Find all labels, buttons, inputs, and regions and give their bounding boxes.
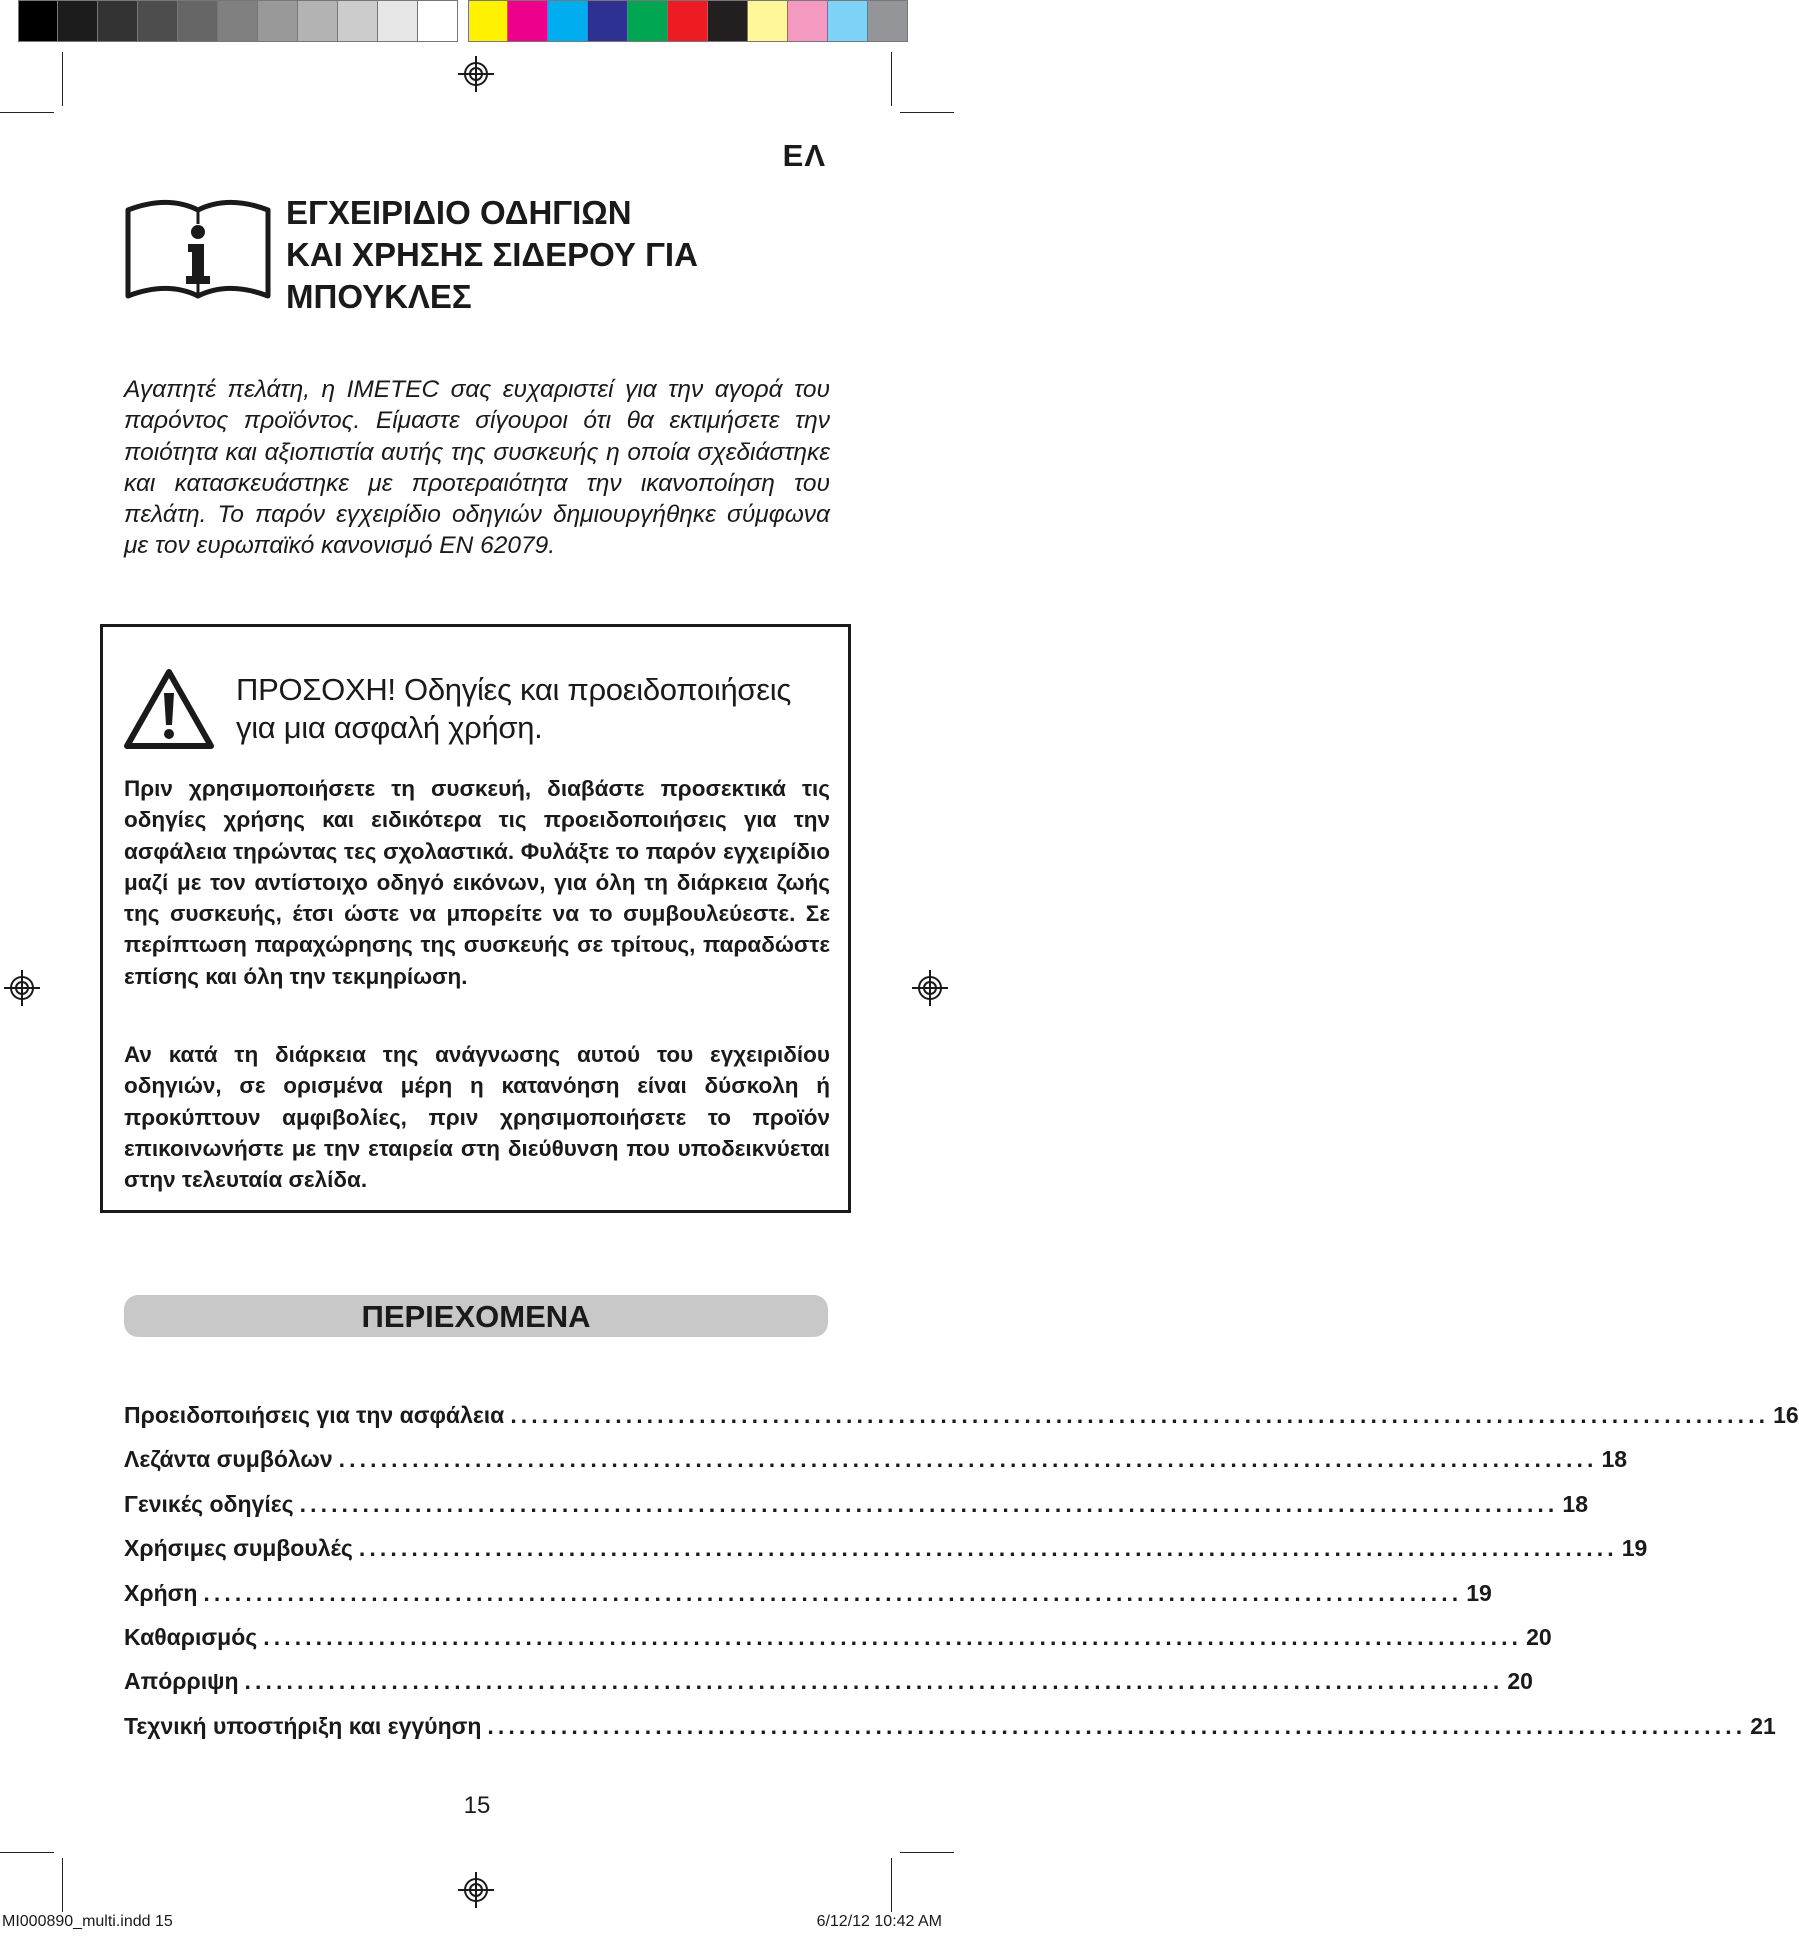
toc-row	[124, 1490, 1589, 1535]
warning-paragraph: Αν κατά τη διάρκεια της ανάγνωσης αυτού του εγχειριδίου οδηγιών, σε ορισμένα μέρη η κατανόηση είναι δύσκολη ή προκύπτουν αμφιβολίες, πριν χρησιμοποιήσετε το προϊόν επικοινωνήστε με την εταιρεία στη διεύθυνση που υποδεικνύεται στην τελευταία σελίδα.	[124, 1042, 830, 1193]
toc-page-number: 18	[1562, 1490, 1589, 1517]
registration-mark-icon	[912, 970, 948, 1006]
warning-paragraph: Πριν χρησιμοποιήσετε τη συσκευή, διαβάστε προσεκτικά τις οδηγίες χρήσης και ειδικότερα τις προειδοποιήσεις για την ασφάλεια τηρώντας τες σχολαστικά. Φυλάξτε το παρόν εγχειρίδιο μαζί με τον αντίστοιχο οδηγό εικόνων, για όλη τη διάρκεια ζωής της συσκευής, έτσι ώστε να μπορείτε να το συμβουλεύεστε. Σε περίπτωση παραχώρησης της συσκευής σε τρίτους, παραδώστε επίσης και όλη την τεκμηρίωση.	[124, 776, 830, 989]
crop-mark	[900, 112, 954, 113]
safety-warning-box	[100, 624, 851, 1213]
toc-label: Χρήση	[124, 1579, 198, 1606]
toc-page-number: 20	[1507, 1668, 1533, 1695]
warning-title	[236, 671, 836, 747]
toc-label: Γενικές οδηγίες	[124, 1490, 294, 1517]
toc-row	[124, 1712, 1776, 1757]
intro-paragraph: Αγαπητέ πελάτη, η IMETEC σας ευχαριστεί για την αγορά του παρόντος προϊόντος. Είμαστε σίγουροι ότι θα εκτιμήσετε την ποιότητα και αξιοπιστία αυτής της συσκευής η οποία σχεδιάστηκε και κατασκευάστηκε με προτεραιότητα την ικανοποίηση του πελάτη. Το παρόν εγχειρίδιο οδηγιών δημιουργήθηκε σύμφωνα με τον ευρωπαϊκό κανονισμό EN 62079.	[124, 376, 830, 560]
crop-mark	[891, 52, 892, 106]
toc-row	[124, 1535, 1648, 1579]
toc-leader-dots: ........................................................................................................................	[203, 1579, 1463, 1606]
color-swatch	[668, 0, 708, 42]
info-manual-icon	[124, 196, 272, 304]
crop-mark	[891, 1858, 892, 1912]
toc-label: Τεχνική υποστήριξη και εγγύηση	[124, 1712, 482, 1739]
color-swatch	[708, 0, 748, 42]
toc-page-number: 21	[1750, 1712, 1776, 1739]
gray-swatch	[218, 0, 258, 42]
toc-page-number: 16	[1773, 1402, 1799, 1428]
toc-row	[124, 1446, 1628, 1490]
toc-label: Χρήσιμες συμβουλές	[124, 1535, 353, 1562]
toc-page-number: 20	[1526, 1623, 1552, 1650]
crop-mark	[0, 1852, 54, 1853]
contents-heading: ΠΕΡΙΕΧΟΜΕΝΑ	[124, 1295, 828, 1337]
swatch-gap	[458, 0, 468, 42]
file-slug: MI000890_multi.indd 15	[2, 1913, 173, 1930]
color-swatch	[588, 0, 628, 42]
toc-leader-dots: ........................................................................................................................	[244, 1668, 1504, 1695]
gray-swatch	[378, 0, 418, 42]
gray-swatch	[98, 0, 138, 42]
gray-swatch	[258, 0, 298, 42]
gray-swatch	[178, 0, 218, 42]
gray-swatch	[298, 0, 338, 42]
language-code: ΕΛ	[782, 138, 826, 173]
toc-leader-dots: ........................................................................................................................	[263, 1623, 1523, 1650]
toc-leader-dots: ........................................................................................................................	[338, 1446, 1598, 1473]
page-number: 15	[463, 1792, 491, 1819]
color-swatch	[788, 0, 828, 42]
toc-row	[124, 1668, 1533, 1712]
registration-mark-icon	[4, 970, 40, 1006]
toc-leader-dots: ........................................................................................................................	[299, 1490, 1559, 1517]
toc-label: Καθαρισμός	[124, 1623, 258, 1650]
color-swatch	[468, 0, 508, 42]
crop-mark	[0, 112, 54, 113]
crop-mark	[62, 1858, 63, 1912]
toc-label: Προειδοποιήσεις για την ασφάλεια	[124, 1402, 505, 1428]
crop-mark	[900, 1852, 954, 1853]
gray-swatch	[138, 0, 178, 42]
gray-swatch	[418, 0, 458, 42]
title-line: ΕΓΧΕΙΡΙΔΙΟ ΟΔΗΓΙΩΝ	[286, 194, 632, 231]
toc-page-number: 18	[1601, 1446, 1628, 1473]
warning-triangle-icon	[123, 667, 215, 751]
toc-label: Λεζάντα συμβόλων	[124, 1446, 333, 1473]
color-swatch	[508, 0, 548, 42]
toc-row	[124, 1579, 1492, 1624]
toc-leader-dots: ........................................................................................................................	[510, 1402, 1770, 1428]
color-swatch	[628, 0, 668, 42]
registration-mark-icon	[458, 56, 494, 92]
toc-leader-dots: ........................................................................................................................	[487, 1712, 1747, 1739]
registration-mark-icon	[458, 1872, 494, 1908]
gray-swatch	[58, 0, 98, 42]
warning-title-line: για μια ασφαλή χρήση.	[236, 710, 543, 745]
date-slug: 6/12/12 10:42 AM	[816, 1913, 942, 1930]
toc-leader-dots: ........................................................................................................................	[358, 1535, 1618, 1562]
title-line: ΜΠΟΥΚΛΕΣ	[286, 278, 472, 315]
document-title	[286, 192, 698, 318]
color-swatch	[868, 0, 908, 42]
gray-swatch	[18, 0, 58, 42]
color-swatch	[748, 0, 788, 42]
gray-swatch	[338, 0, 378, 42]
toc-row	[124, 1623, 1552, 1668]
color-swatch	[548, 0, 588, 42]
color-calibration-bar	[18, 0, 908, 42]
crop-mark	[62, 52, 63, 106]
toc-page-number: 19	[1466, 1579, 1492, 1606]
toc-label: Απόρριψη	[124, 1668, 239, 1695]
toc-row	[124, 1402, 1799, 1446]
warning-title-line: ΠΡΟΣΟΧΗ! Οδηγίες και προειδοποιήσεις	[236, 672, 791, 707]
color-swatch	[828, 0, 868, 42]
title-line: ΚΑΙ ΧΡΗΣΗΣ ΣΙΔΕΡΟΥ ΓΙΑ	[286, 236, 698, 273]
table-of-contents	[124, 1402, 1799, 1757]
toc-page-number: 19	[1621, 1535, 1648, 1562]
